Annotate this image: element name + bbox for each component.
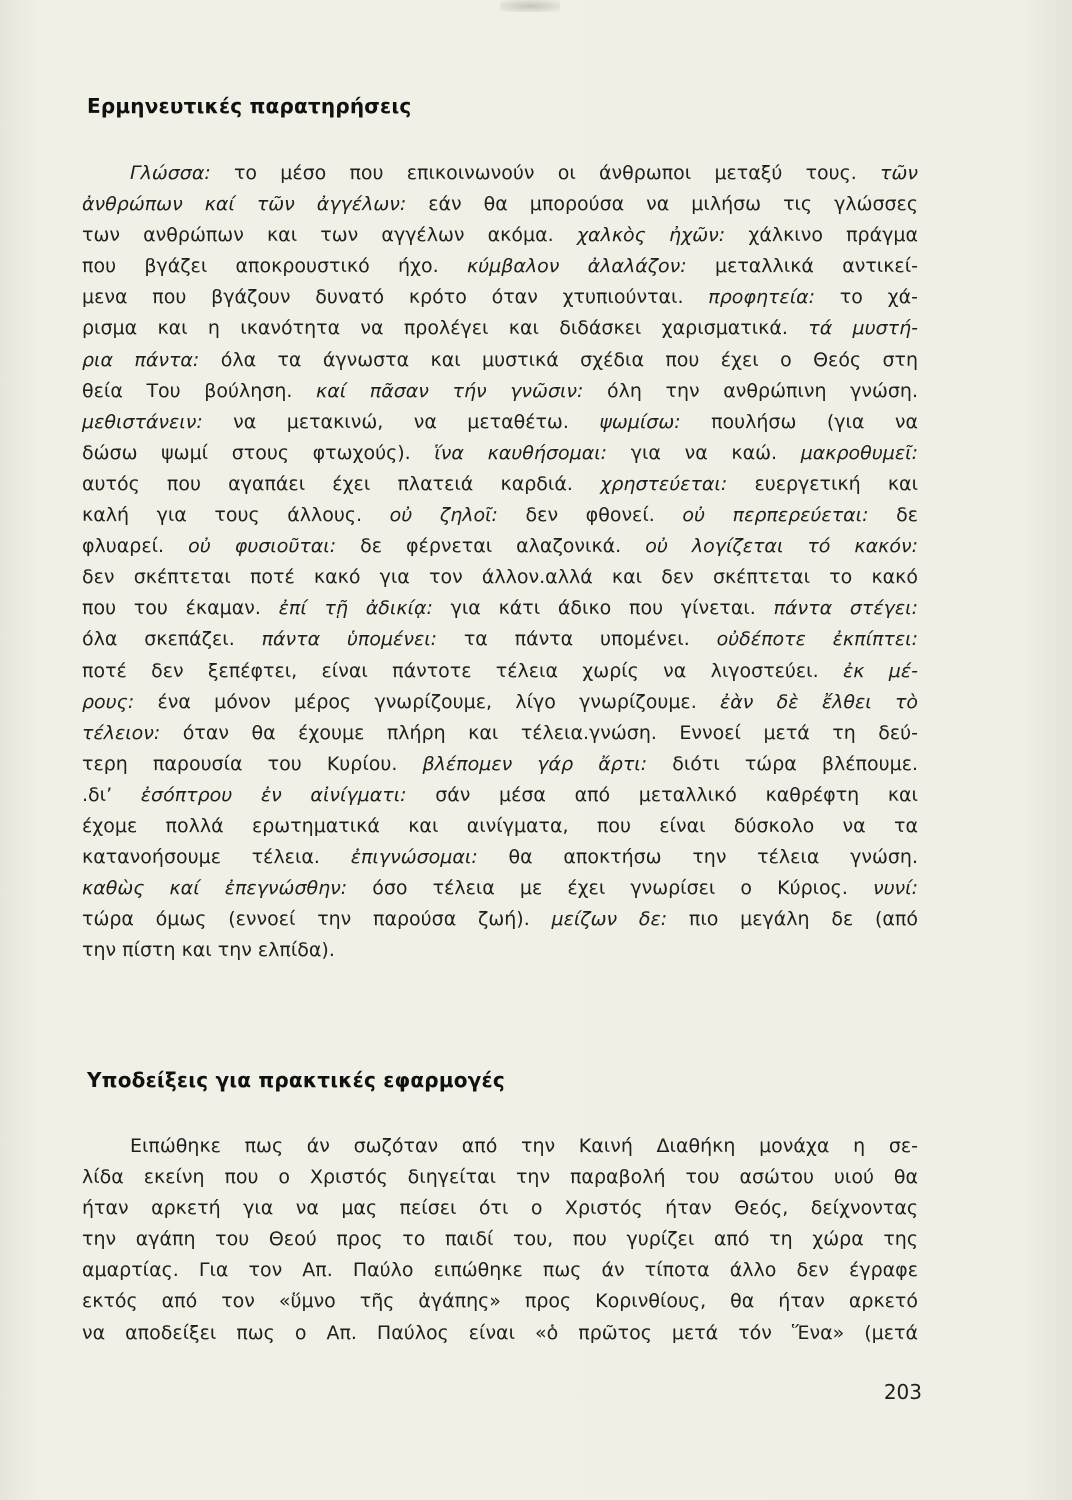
text-run: δεν φθονεί. <box>497 504 683 527</box>
text-run: που βγάζει αποκρουστικό ήχο. <box>82 255 467 278</box>
text-run: όσο τέλεια με έχει γνωρίσει ο Κύριος. <box>347 877 873 900</box>
italic-term: χαλκὸς ἠχῶν: <box>576 224 726 247</box>
text-line <box>82 220 918 251</box>
text-run: την πίστη και την ελπίδα). <box>82 939 335 962</box>
italic-term: κύμβαλον ἀλαλάζον: <box>466 255 687 278</box>
text-line <box>82 1286 918 1317</box>
text-line <box>82 780 918 811</box>
italic-term: μείζων δε: <box>551 908 668 931</box>
italic-term: ἵνα καυθήσομαι: <box>434 441 608 464</box>
section-heading-practical-applications: Υποδείξεις για πρακτικές εφαρμογές <box>87 1068 505 1092</box>
text-line <box>82 687 918 718</box>
text-run: για κάτι άδικο που γίνεται. <box>432 597 774 620</box>
text-line <box>82 158 918 189</box>
text-line <box>82 531 918 562</box>
text-line <box>82 562 918 593</box>
text-run: χάλκινο πράγμα <box>725 224 919 247</box>
text-line <box>82 593 918 624</box>
italic-term: οὐ περπερεύεται: <box>682 504 869 527</box>
text-line <box>82 1193 918 1224</box>
text-run: δώσω ψωμί στους φτωχούς). <box>82 441 435 464</box>
italic-term: καί πᾶσαν τήν γνῶσιν: <box>316 379 584 402</box>
text-run: το χά- <box>815 286 918 309</box>
text-line <box>82 345 918 376</box>
text-run: πιο μεγάλη δε (από <box>667 908 918 931</box>
text-run: όλη την ανθρώπινη γνώση. <box>583 379 918 402</box>
text-run: λίδα εκείνη που ο Χριστός διηγείται την παραβολή του ασώτου υιού θα <box>82 1166 918 1189</box>
italic-term: ἐσόπτρου ἐν αἰνίγματι: <box>140 783 407 806</box>
text-run: μεταλλικά αντικεί- <box>686 255 918 278</box>
text-line <box>82 904 918 935</box>
text-run: όλα σκεπάζει. <box>82 628 262 651</box>
text-run: θεία Του βούληση. <box>82 379 317 402</box>
text-run: που του έκαμαν. <box>82 597 279 620</box>
text-line <box>82 469 918 500</box>
text-run: Ειπώθηκε πως άν σωζόταν από την Καινή Διαθήκη μονάχα η σε- <box>130 1135 918 1157</box>
text-run: των ανθρώπων και των αγγέλων ακόμα. <box>82 224 577 247</box>
italic-term: προφητεία: <box>708 286 816 309</box>
text-run: .δι’ <box>82 783 141 806</box>
text-line <box>82 376 918 407</box>
italic-term: οὐδέποτε ἐκπίπτει: <box>716 628 918 651</box>
text-line <box>82 811 918 842</box>
italic-term: τῶν <box>880 162 918 184</box>
text-line <box>82 624 918 655</box>
text-run: τερη παρουσία του Κυρίου. <box>82 752 423 775</box>
scan-smudge <box>500 0 560 12</box>
text-run: έχομε πολλά ερωτηματικά και αινίγματα, που είναι δύσκολο να τα <box>82 814 918 837</box>
italic-term: ἐπιγνώσομαι: <box>350 846 478 869</box>
italic-term: πάντα στέγει: <box>773 597 918 620</box>
text-line <box>82 718 918 749</box>
text-run: εάν θα μπορούσα να μιλήσω τις γλώσσες <box>406 193 918 216</box>
italic-term: ψωμίσω: <box>599 410 681 433</box>
text-run: ποτέ δεν ξεπέφτει, είναι πάντοτε τέλεια χωρίς να λιγοστεύει. <box>82 659 843 682</box>
text-line <box>82 1162 918 1193</box>
text-run: αυτός που αγαπάει έχει πλατειά καρδιά. <box>82 472 601 495</box>
italic-term: ἐπί τῇ ἀδικίᾳ: <box>278 597 433 620</box>
text-run: το μέσο που επικοινωνούν οι άνθρωποι μεταξύ τους. <box>210 162 881 184</box>
text-line <box>82 842 918 873</box>
italic-term: Γλώσσα: <box>130 162 211 184</box>
interpretive-notes-text <box>82 158 918 966</box>
text-line <box>82 749 918 780</box>
text-line <box>82 189 918 220</box>
text-line <box>82 1131 918 1162</box>
text-run: όταν θα έχουμε πλήρη και τέλεια.γνώση. Εννοεί μετά τη δεύ- <box>160 721 918 744</box>
text-run: όλα τα άγνωστα και μυστικά σχέδια που έχει ο Θεός στη <box>199 348 918 371</box>
italic-term: ἀνθρώπων καί τῶν ἀγγέλων: <box>82 193 407 216</box>
section-heading-interpretive-notes: Ερμηνευτικές παρατηρήσεις <box>87 94 412 118</box>
text-line <box>82 407 918 438</box>
text-run: να αποδείξει πως ο Απ. Παύλος είναι «ὁ πρῶτος μετά τόν Ἕνα» (μετά <box>82 1321 918 1344</box>
italic-term: ἐκ μέ- <box>842 659 918 682</box>
italic-term: βλέπομεν γάρ ἄρτι: <box>422 752 648 775</box>
italic-term: μεθιστάνειν: <box>82 410 203 433</box>
italic-term: τέλειον: <box>82 721 161 744</box>
text-run: για να καώ. <box>607 441 801 464</box>
text-line <box>82 1224 918 1255</box>
italic-term: ἐὰν δὲ ἔλθει τὸ <box>720 690 919 713</box>
text-run: κατανοήσουμε τέλεια. <box>82 846 351 869</box>
text-run: ήταν αρκετή για να μας πείσει ότι ο Χριστός ήταν Θεός, δείχνοντας <box>82 1197 918 1220</box>
italic-term: νυνί: <box>872 877 919 900</box>
text-run: σάν μέσα από μεταλλικό καθρέφτη και <box>406 783 918 806</box>
italic-term: πάντα ὑπομένει: <box>261 628 438 651</box>
italic-term: χρηστεύεται: <box>600 472 728 495</box>
italic-term: μακροθυμεῖ: <box>800 441 918 464</box>
italic-term: καθὼς καί ἐπεγνώσθην: <box>82 877 348 900</box>
text-run: δεν σκέπτεται ποτέ κακό για τον άλλον.αλλά και δεν σκέπτεται το κακό <box>82 566 918 589</box>
practical-applications-text <box>82 1131 918 1349</box>
text-line <box>82 1255 918 1286</box>
text-line <box>82 873 918 904</box>
text-run: φλυαρεί. <box>82 535 189 558</box>
text-run: ευεργετική και <box>727 472 918 495</box>
text-line <box>82 656 918 687</box>
text-run: την αγάπη του Θεού προς το παιδί του, που γυρίζει από τη χώρα της <box>82 1228 918 1251</box>
text-run: τα πάντα υπομένει. <box>437 628 717 651</box>
text-line <box>82 438 918 469</box>
text-line <box>82 251 918 282</box>
italic-term: τά μυστή- <box>808 317 918 340</box>
italic-term: ρια πάντα: <box>82 348 200 371</box>
text-line <box>82 500 918 531</box>
text-line <box>82 313 918 344</box>
text-run: να μετακινώ, να μεταθέτω. <box>202 410 600 433</box>
text-run: θα αποκτήσω την τέλεια γνώση. <box>477 846 919 869</box>
text-run: αμαρτίας. Για τον Απ. Παύλο ειπώθηκε πως άν τίποτα άλλο δεν έγραφε <box>82 1259 918 1282</box>
text-run: ρισμα και η ικανότητα να προλέγει και διδάσκει χαρισματικά. <box>82 317 809 340</box>
text-line <box>82 282 918 313</box>
page-number: 203 <box>883 1380 922 1404</box>
italic-term: οὐ ζηλοῖ: <box>389 504 498 527</box>
text-run: καλή για τους άλλους. <box>82 504 390 527</box>
italic-term: ρους: <box>82 690 135 713</box>
italic-term: οὐ φυσιοῦται: <box>188 535 337 558</box>
text-run: εκτός από τον «ὕμνο τῆς ἀγάπης» προς Κορινθίους, θα ήταν αρκετό <box>82 1290 918 1313</box>
text-run: πουλήσω (για να <box>680 410 919 433</box>
text-line <box>82 935 918 966</box>
text-run: μενα που βγάζουν δυνατό κρότο όταν χτυπιούνται. <box>82 286 709 309</box>
text-run: διότι τώρα βλέπουμε. <box>647 752 919 775</box>
italic-term: οὐ λογίζεται τό κακόν: <box>645 535 918 558</box>
text-run: δε φέρνεται αλαζονικά. <box>336 535 646 558</box>
text-run: ένα μόνον μέρος γνωρίζουμε, λίγο γνωρίζουμε. <box>134 690 721 713</box>
text-line <box>82 1318 918 1349</box>
text-run: τώρα όμως (εννοεί την παρούσα ζωή). <box>82 908 552 931</box>
text-run: δε <box>868 504 918 527</box>
